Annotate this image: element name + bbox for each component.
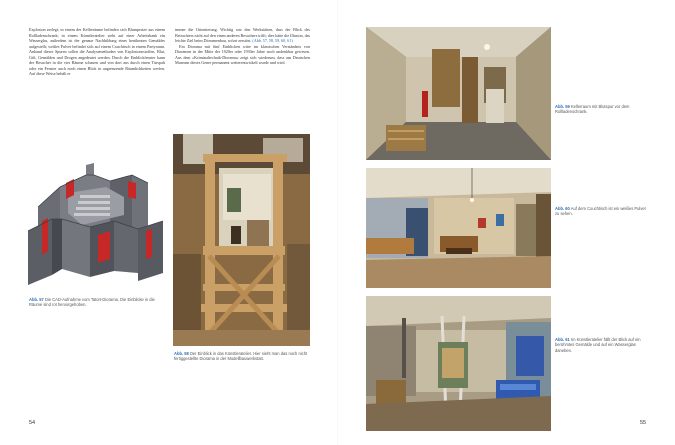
caption-label: Abb. 61 — [555, 337, 570, 342]
caption-figure-60 — [555, 206, 651, 217]
caption-text: Der Einblick in das Künstleratelier. Hier sieht man das noch nicht fertiggestellte Diorama in der Modellbauwerkstatt. — [174, 351, 308, 362]
page-number-left: 54 — [29, 420, 36, 426]
caption-label: Abb. 58 — [174, 351, 189, 356]
figure-reference: (Abb. 57, 58, 59, 60, 61) — [252, 38, 293, 43]
body-paragraph: Explosion zerlegt; in einem der Kellerräume befinden sich Blumpertze aus einem Rollladenschrank; in einem Künstleratelier steht auf einer Arbeitsbank ein Wasserglas, außerdem ist der genaue Nachbildung eines berühmten Gemäldes aufgestellt; weißes Pulver befindet sich auf einem Couchtisch in einem Partyraum. Anhand dieser Spuren sollen die Analysemethoden von Explosionsstoffen, Blut, Gift, Gemälden und Drogen angedeutet werden. Durch die Einblickfenster kann der Besucher in die vier Räume schauen und von dort aus durch einen Türspalt oder ein Fenster auch noch einen Blick in angrenzende Räumlichkeiten werfen. Auf diese Weise behält er — [29, 27, 165, 76]
caption-text: Im Künstleratelier fällt der Blick auf ein berühmtes Gemälde und auf ein Wasserglas daneben. — [555, 337, 641, 353]
body-text-column-1 — [29, 27, 165, 77]
caption-label: Abb. 57 — [29, 297, 44, 302]
body-text-column-2 — [175, 27, 310, 66]
caption-figure-58 — [174, 351, 310, 362]
page-number-right: 55 — [640, 420, 647, 426]
body-text: immer die Orientierung. Wichtig war den Werkstätten, dass der Blick des Betrachters nicht auf den einen anderen Besuchers trifft; dies hätte die Illusion, das leichte Ziel beim Dioramenbau, sofort zerstört. — [175, 27, 310, 43]
figure-58-photo — [173, 134, 310, 346]
caption-text: Kellerraum mit Blutspur vor dem Rollladenschrank. — [555, 104, 630, 115]
caption-figure-61 — [555, 337, 651, 353]
caption-label: Abb. 59 — [555, 104, 570, 109]
body-paragraph — [175, 27, 310, 44]
figure-61-photo — [366, 296, 551, 431]
figure-60-photo — [366, 168, 551, 288]
caption-figure-57 — [29, 297, 163, 308]
caption-text: Auf dem Couchtisch ist ein weißes Pulver zu sehen. — [555, 206, 647, 217]
caption-text: Die CAD-Aufnahme vom Tatort-Diorama. Die Einblicke in die Räume sind rot hervorgehoben. — [29, 297, 155, 308]
book-gutter — [337, 0, 338, 445]
caption-figure-59 — [555, 104, 651, 115]
figure-57-cad-model — [28, 135, 163, 293]
body-paragraph: Ein Diorama mit fünf Einblicken wäre im klassischen Verständnis von Dioramen in der Mitte der 1920er oder 1930er Jahre noch undenkbar gewesen. Aus dem »Kriminaltechnik-Diorama« zeigt sich wiederum, dass am Deutschen Museum dieses Genre permanent weiterentwickelt wurde und wird. — [175, 43, 310, 65]
caption-label: Abb. 60 — [555, 206, 570, 211]
figure-59-photo — [366, 27, 551, 160]
